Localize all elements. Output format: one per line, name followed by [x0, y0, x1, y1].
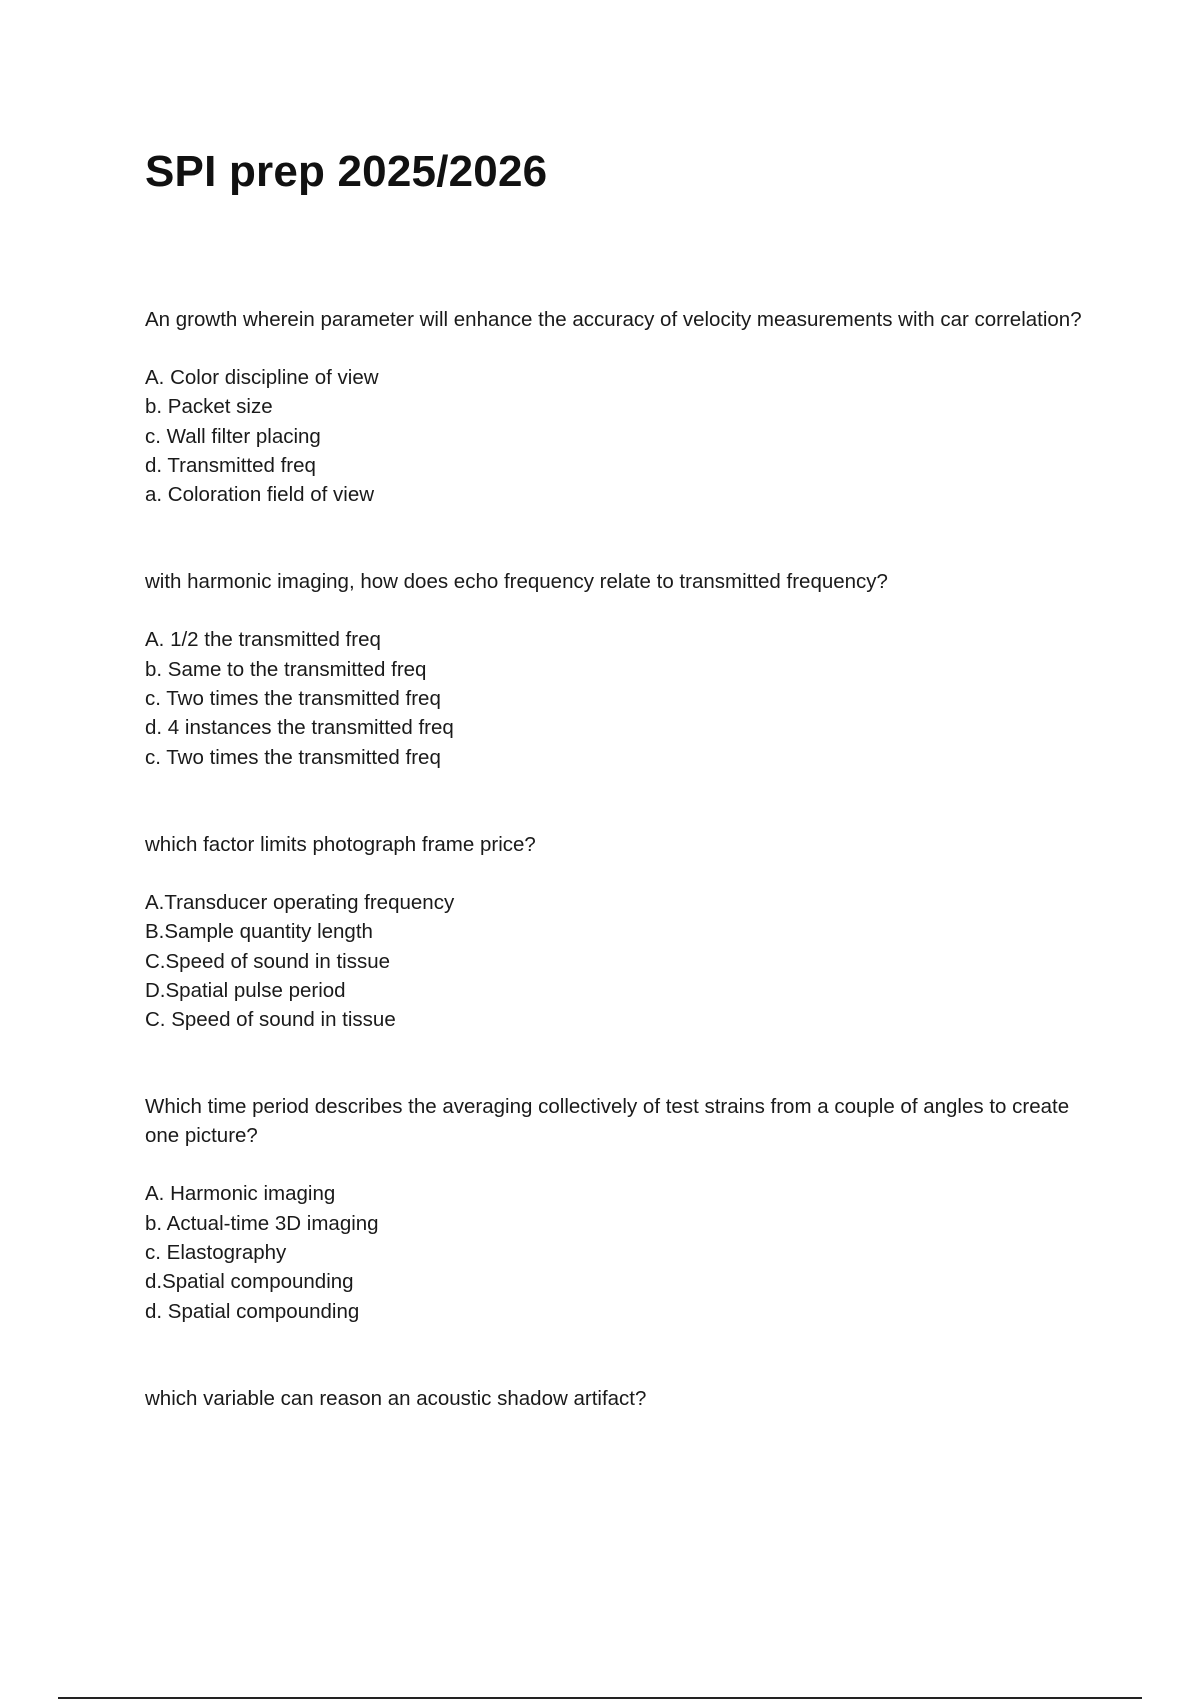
document-title: SPI prep 2025/2026: [145, 147, 548, 196]
answer-key: C. Speed of sound in tissue: [145, 1008, 396, 1032]
answer-option: c. Wall filter placing: [145, 424, 321, 448]
page-bottom-divider: [58, 1697, 1142, 1699]
answer-key: c. Two times the transmitted freq: [145, 745, 441, 769]
answer-option: A.Transducer operating frequency: [145, 890, 455, 914]
answer-option: C.Speed of sound in tissue: [145, 949, 391, 973]
question-text: which variable can reason an acoustic shadow artifact?: [145, 1386, 647, 1410]
answer-option: b. Packet size: [145, 395, 273, 419]
answer-option: D.Spatial pulse period: [145, 978, 346, 1002]
answer-option: b. Actual-time 3D imaging: [145, 1211, 379, 1235]
answer-options: [145, 888, 1085, 1034]
answer-option: d. 4 instances the transmitted freq: [145, 716, 454, 740]
spacer: [145, 509, 1085, 567]
answer-options: [145, 625, 1085, 771]
answer-key: d. Spatial compounding: [145, 1299, 360, 1323]
question-1: [145, 305, 1085, 509]
question-text: Which time period describes the averaging collectively of test strains from a couple of angles to create one picture?: [145, 1095, 1070, 1148]
answer-option: b. Same to the transmitted freq: [145, 657, 427, 681]
answer-key: a. Coloration field of view: [145, 483, 375, 507]
answer-options: [145, 1179, 1085, 1325]
question-text: with harmonic imaging, how does echo frequency relate to transmitted frequency?: [145, 570, 888, 594]
answer-option: A. Harmonic imaging: [145, 1182, 336, 1206]
question-text: which factor limits photograph frame price?: [145, 832, 536, 856]
answer-option: c. Elastography: [145, 1241, 287, 1265]
answer-option: A. 1/2 the transmitted freq: [145, 628, 381, 652]
question-list: [145, 305, 1085, 1413]
answer-option: A. Color discipline of view: [145, 366, 379, 389]
answer-option: d.Spatial compounding: [145, 1270, 354, 1294]
answer-option: d. Transmitted freq: [145, 453, 316, 477]
question-text: An growth wherein parameter will enhance the accuracy of velocity measurements with car correlation?: [145, 308, 1082, 331]
spacer: [145, 772, 1085, 830]
question-2: [145, 567, 1085, 771]
answer-options: [145, 363, 1085, 509]
question-5: [145, 1384, 1085, 1413]
question-3: [145, 830, 1085, 1034]
spacer: [145, 1034, 1085, 1092]
question-4: [145, 1092, 1085, 1325]
spacer: [145, 1326, 1085, 1384]
answer-option: B.Sample quantity length: [145, 920, 373, 944]
answer-option: c. Two times the transmitted freq: [145, 687, 441, 711]
